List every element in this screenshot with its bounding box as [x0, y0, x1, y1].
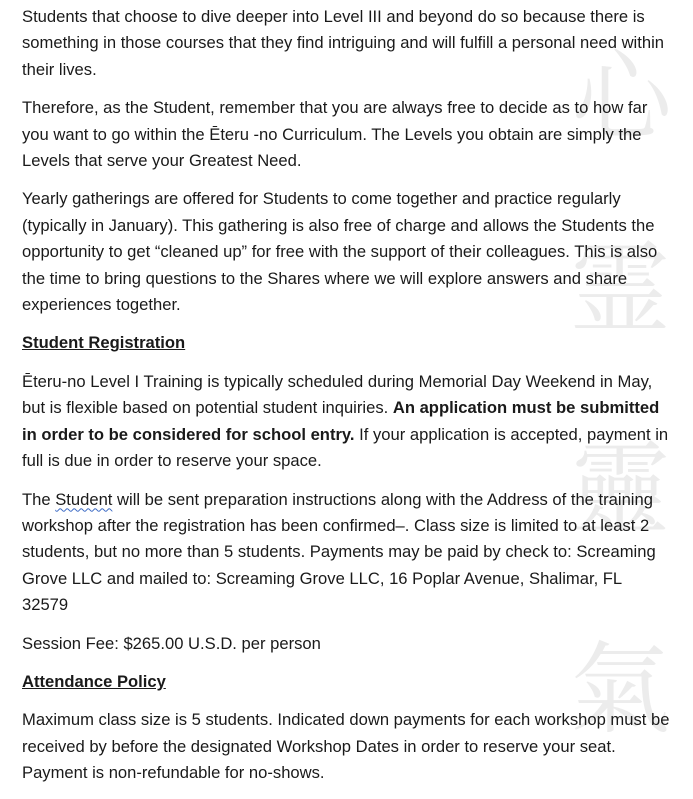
- paragraph-free-to-decide: Therefore, as the Student, remember that you are always free to decide as to how far you want to go within the Ēteru -no Curriculum. The Levels you obtain are simply the Levels that serve your Greatest Need.: [22, 98, 648, 171]
- instructions-text-end: will be sent preparation instructions along with the Address of the training workshop after the registration has been confirmed–. Class size is limited to at least 2 students, but no more than 5 students. Payments may be paid by check to: Screaming Grove LLC and mailed to: Screaming Grove LLC, 16 Poplar Avenue, Shalimar, FL 32579: [22, 489, 656, 615]
- heading-attendance-policy: Attendance Policy: [22, 671, 166, 691]
- registration-text-end: If your application is accepted, payment in full is due in order to reserve your space.: [22, 424, 669, 471]
- watermark-kanji-spirit: 霊: [570, 231, 670, 348]
- watermark-kanji-energy: 氣: [570, 631, 670, 748]
- heading-student-registration: Student Registration: [22, 333, 186, 353]
- instructions-text-start: The: [22, 489, 56, 509]
- watermark-kanji-spirit-traditional: 靈: [570, 431, 670, 548]
- paragraph-yearly-gatherings: Yearly gatherings are offered for Students to come together and practice regularly (typically in January). This gathering is also free of charge and allows the Students the opportunity to get “cleaned up” for free with the support of their colleagues. This is also the time to bring questions to the Shares where we will explore answers and share experiences together.: [22, 189, 658, 315]
- registration-text-start: Ēteru-no Level I Training is typically scheduled during Memorial Day Weekend in May, but is flexible based on potential student inquiries.: [22, 371, 653, 418]
- watermark-kanji-heart: 心: [572, 39, 672, 156]
- paragraph-registration-instructions: [22, 487, 672, 619]
- session-fee: Session Fee: $265.00 U.S.D. per person: [22, 633, 321, 653]
- paragraph-registration-training: [22, 369, 672, 475]
- registration-application-notice: An application must be submitted in order to be considered for school entry.: [22, 398, 660, 444]
- paragraph-attendance: Maximum class size is 5 students. Indicated down payments for each workshop must be received by before the designated Workshop Dates in order to reserve your seat. Payment is non-refundable for no-shows.: [22, 710, 670, 783]
- paragraph-level-three: Students that choose to dive deeper into Level III and beyond do so because there is something in those courses that they find intriguing and will fulfill a personal need within their lives.: [22, 7, 664, 79]
- document-page: [22, 4, 672, 799]
- spellcheck-flagged-word[interactable]: Student: [55, 489, 113, 509]
